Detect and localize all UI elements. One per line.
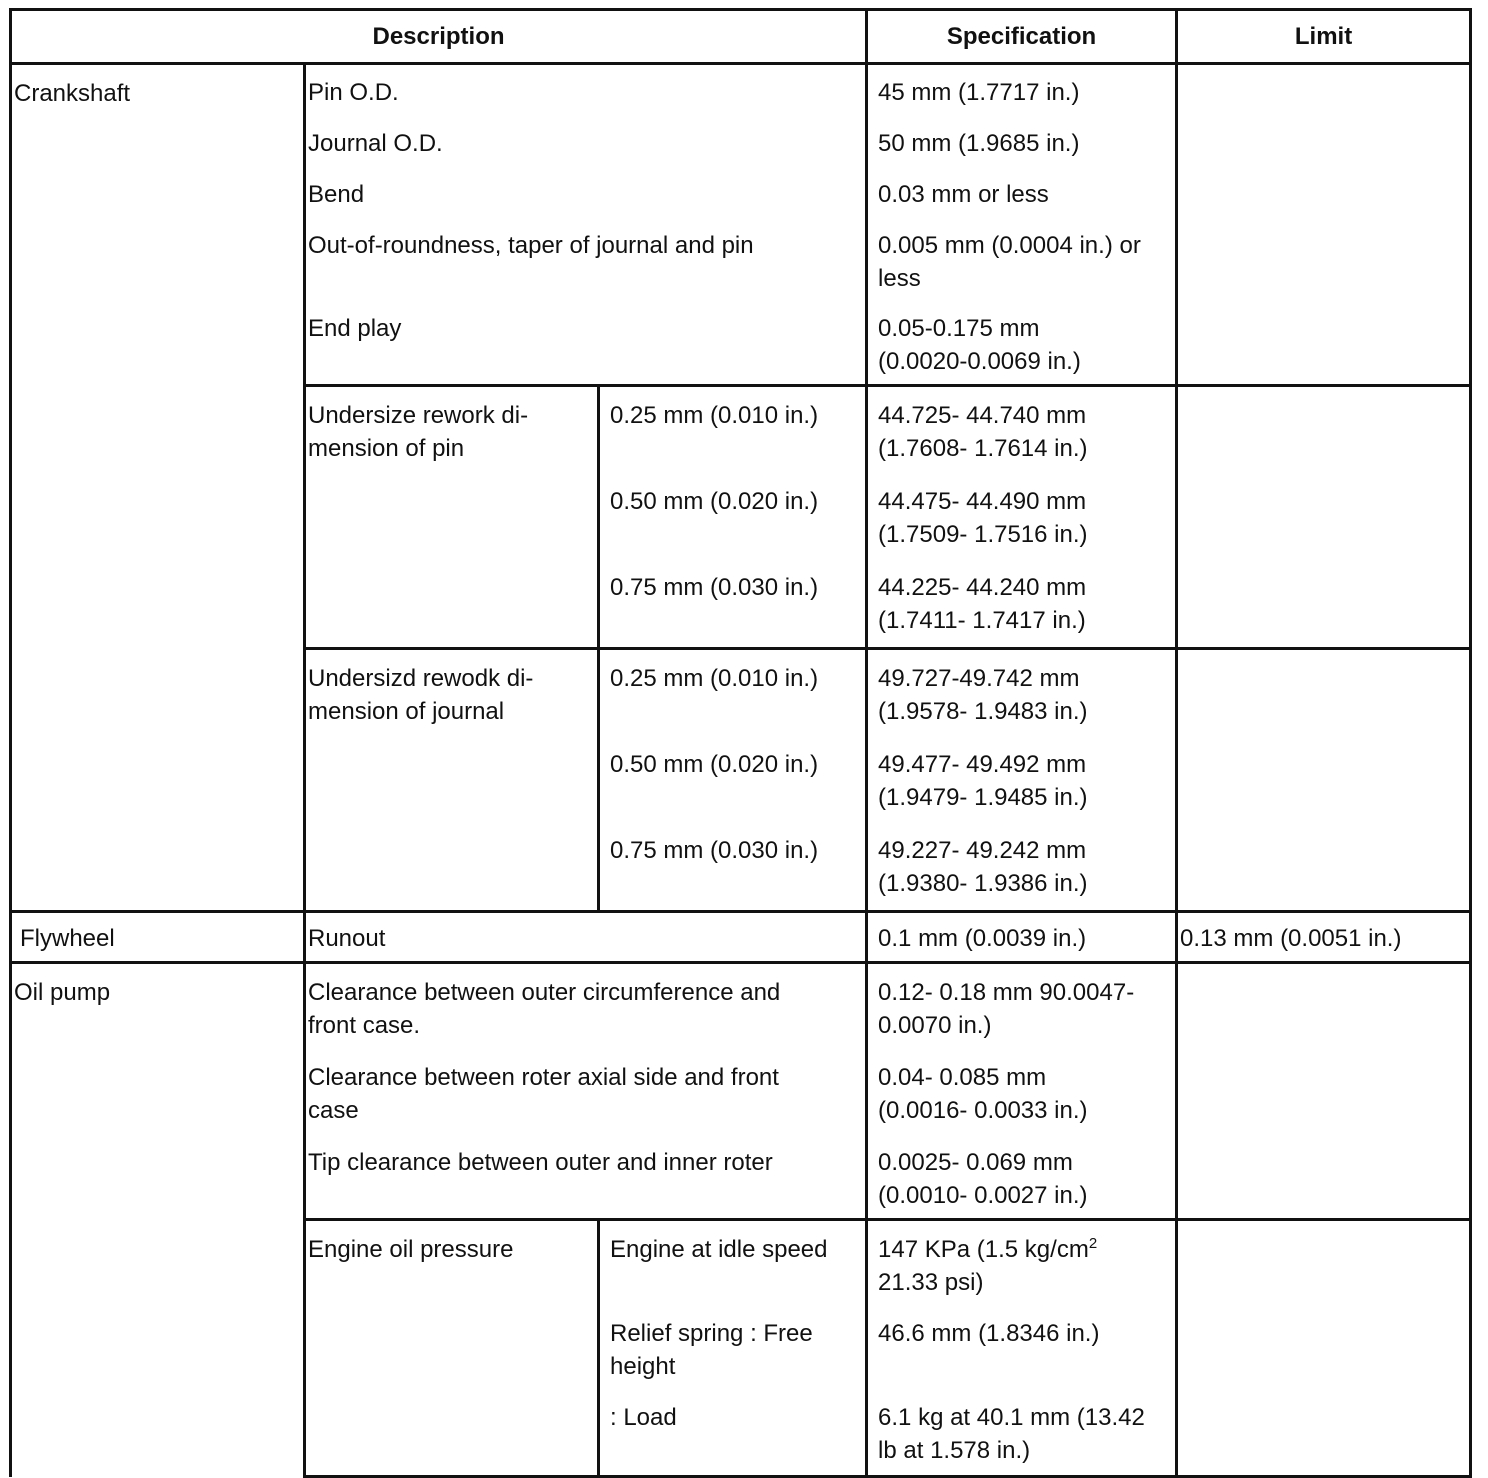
oil-pump-limit-cell: [1177, 963, 1471, 1220]
desc-end-play: End play: [308, 315, 402, 342]
pin-spec-025: 44.725- 44.740 mm (1.7608- 1.7614 in.): [878, 402, 1088, 462]
flywheel-label: Flywheel: [20, 925, 115, 952]
cond-relief-free-height: Relief spring : Free height: [610, 1320, 813, 1380]
crankshaft-row: [11, 64, 1471, 386]
desc-tip-clearance: Tip clearance between outer and inner roter: [308, 1149, 773, 1176]
section-label-flywheel: [11, 912, 305, 963]
flywheel-desc: Runout: [308, 925, 386, 952]
journal-group-label: Undersizd rewodk di-mension of journal: [308, 665, 534, 725]
pressure-group-limit-cell: [1177, 1220, 1471, 1477]
pressure-group-label: Engine oil pressure: [308, 1236, 514, 1263]
spec-out-of-roundness: 0.005 mm (0.0004 in.) or less: [878, 232, 1141, 292]
pressure-group-spec-cell: [867, 1220, 1177, 1477]
spec-idle-speed-tail: 21.33 psi): [878, 1269, 984, 1296]
pin-group-limit-cell: [1177, 386, 1471, 649]
spec-end-play: 0.05-0.175 mm (0.0020-0.0069 in.): [878, 315, 1081, 375]
oil-pump-row: [11, 963, 1471, 1220]
flywheel-row: [11, 912, 1471, 963]
crankshaft-spec-cell: [867, 64, 1177, 386]
pin-group-label: Undersize rework di-mension of pin: [308, 402, 529, 462]
spec-journal-od: 50 mm (1.9685 in.): [878, 130, 1080, 157]
pin-spec-075: 44.225- 44.240 mm (1.7411- 1.7417 in.): [878, 574, 1087, 634]
cond-idle-speed: Engine at idle speed: [610, 1236, 828, 1263]
pressure-group-cond-cell: [599, 1220, 867, 1477]
flywheel-limit-cell: [1177, 912, 1471, 963]
pin-size-025: 0.25 mm (0.010 in.): [610, 402, 819, 429]
spec-table: [9, 8, 1472, 1478]
journal-group-label-cell: [305, 649, 599, 912]
pin-size-075: 0.75 mm (0.030 in.): [610, 574, 819, 601]
journal-spec-050: 49.477- 49.492 mm (1.9479- 1.9485 in.): [878, 751, 1088, 811]
oil-pump-desc-cell: [305, 963, 867, 1220]
pin-group-spec-cell: [867, 386, 1177, 649]
pin-size-050: 0.50 mm (0.020 in.): [610, 488, 819, 515]
spec-clearance-axial: 0.04- 0.085 mm (0.0016- 0.0033 in.): [878, 1064, 1088, 1124]
journal-group-limit-cell: [1177, 649, 1471, 912]
spec-tip-clearance: 0.0025- 0.069 mm (0.0010- 0.0027 in.): [878, 1149, 1088, 1209]
desc-clearance-axial: Clearance between roter axial side and front case: [308, 1064, 779, 1124]
journal-size-025: 0.25 mm (0.010 in.): [610, 665, 819, 692]
spec-idle-speed: [868, 1221, 1163, 1309]
pin-group-label-cell: [305, 386, 599, 649]
spec-clearance-outer: 0.12- 0.18 mm 90.0047- 0.0070 in.): [878, 979, 1135, 1039]
oil-pump-spec-cell: [867, 963, 1177, 1220]
flywheel-spec-cell: [867, 912, 1177, 963]
journal-size-050: 0.50 mm (0.020 in.): [610, 751, 819, 778]
journal-spec-025: 49.727-49.742 mm (1.9578- 1.9483 in.): [878, 665, 1088, 725]
desc-pin-od: Pin O.D.: [308, 79, 399, 106]
pressure-group-label-cell: [305, 1220, 599, 1477]
oil-pump-label: Oil pump: [14, 979, 111, 1006]
crankshaft-limit-cell: [1177, 64, 1471, 386]
desc-bend: Bend: [308, 181, 365, 208]
header-limit: Limit: [1177, 10, 1471, 64]
header-specification: Specification: [867, 10, 1177, 64]
spec-pin-od: 45 mm (1.7717 in.): [878, 79, 1080, 106]
journal-group-spec-cell: [867, 649, 1177, 912]
section-label-oil-pump: [11, 963, 305, 1477]
spec-idle-speed-sup: 2: [1088, 1235, 1098, 1252]
pin-spec-050: 44.475- 44.490 mm (1.7509- 1.7516 in.): [878, 488, 1088, 548]
desc-journal-od: Journal O.D.: [308, 130, 443, 157]
desc-clearance-outer: Clearance between outer circumference and front case.: [308, 979, 781, 1039]
journal-group-size-cell: [599, 649, 867, 912]
crankshaft-label: Crankshaft: [14, 80, 131, 107]
spec-load: 6.1 kg at 40.1 mm (13.42 lb at 1.578 in.): [878, 1404, 1145, 1464]
spec-sheet: [9, 8, 1472, 1478]
flywheel-desc-cell: [305, 912, 867, 963]
journal-spec-075: 49.227- 49.242 mm (1.9380- 1.9386 in.): [878, 837, 1088, 897]
section-label-crankshaft: [11, 64, 305, 912]
flywheel-limit: 0.13 mm (0.0051 in.): [1180, 925, 1402, 952]
journal-size-075: 0.75 mm (0.030 in.): [610, 837, 819, 864]
header-description: Description: [11, 10, 867, 64]
crankshaft-desc-cell: [305, 64, 867, 386]
spec-relief-free-height: 46.6 mm (1.8346 in.): [878, 1320, 1100, 1347]
flywheel-spec: 0.1 mm (0.0039 in.): [878, 925, 1087, 952]
cond-load: : Load: [610, 1404, 677, 1431]
header-row: [11, 10, 1471, 64]
spec-bend: 0.03 mm or less: [878, 181, 1049, 208]
pin-group-size-cell: [599, 386, 867, 649]
spec-idle-speed-main: 147 KPa (1.5 kg/cm: [878, 1236, 1089, 1263]
desc-out-of-roundness: Out-of-roundness, taper of journal and pin: [308, 232, 754, 259]
